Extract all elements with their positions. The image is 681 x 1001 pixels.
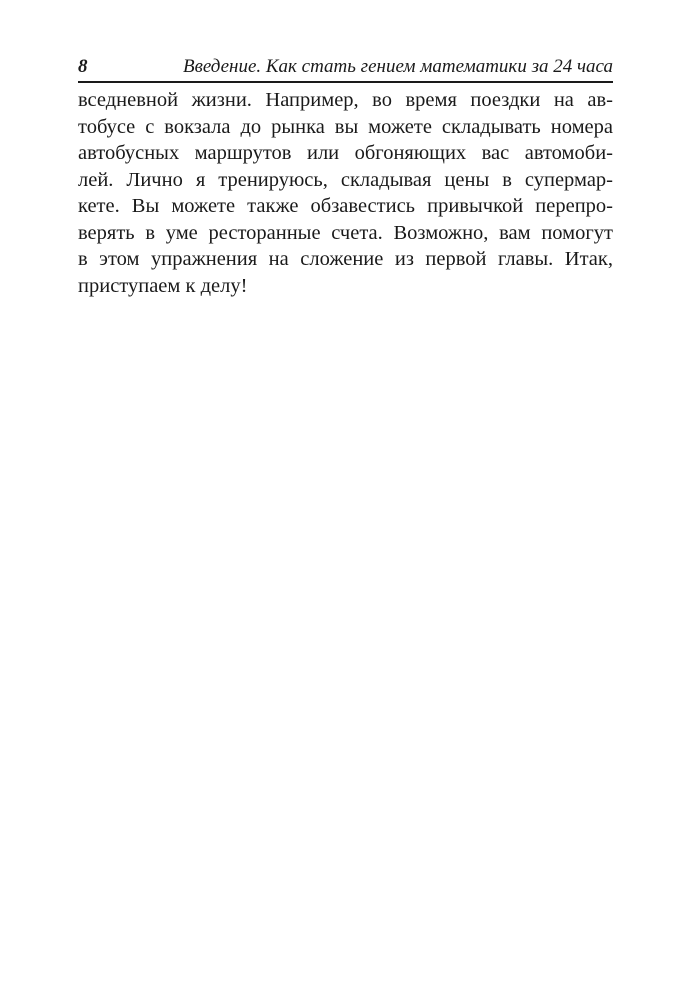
header-rule (78, 81, 613, 83)
text-line: тобусе с вокзала до рынка вы можете складывать номера (78, 115, 613, 138)
text-line: кете. Вы можете также обзавестись привычкой перепро- (78, 195, 613, 217)
text-line: автобусных маршрутов или обгоняющих вас автомоби- (78, 142, 613, 164)
running-title: Введение. Как стать гением математики за 24 часа (182, 56, 613, 77)
text-line: приступаем к делу! (78, 274, 248, 297)
page-number: 8 (78, 56, 88, 77)
text-line: лей. Лично я тренируюсь, складывая цены в супермар- (78, 168, 613, 191)
running-head (78, 56, 613, 80)
text-line: вседневной жизни. Например, во время поездки на ав- (78, 89, 613, 111)
book-page (78, 56, 613, 299)
text-line: верять в уме ресторанные счета. Возможно, вам помогут (78, 221, 613, 244)
body-paragraph (78, 87, 613, 299)
text-line: в этом упражнения на сложение из первой главы. Итак, (78, 248, 613, 270)
